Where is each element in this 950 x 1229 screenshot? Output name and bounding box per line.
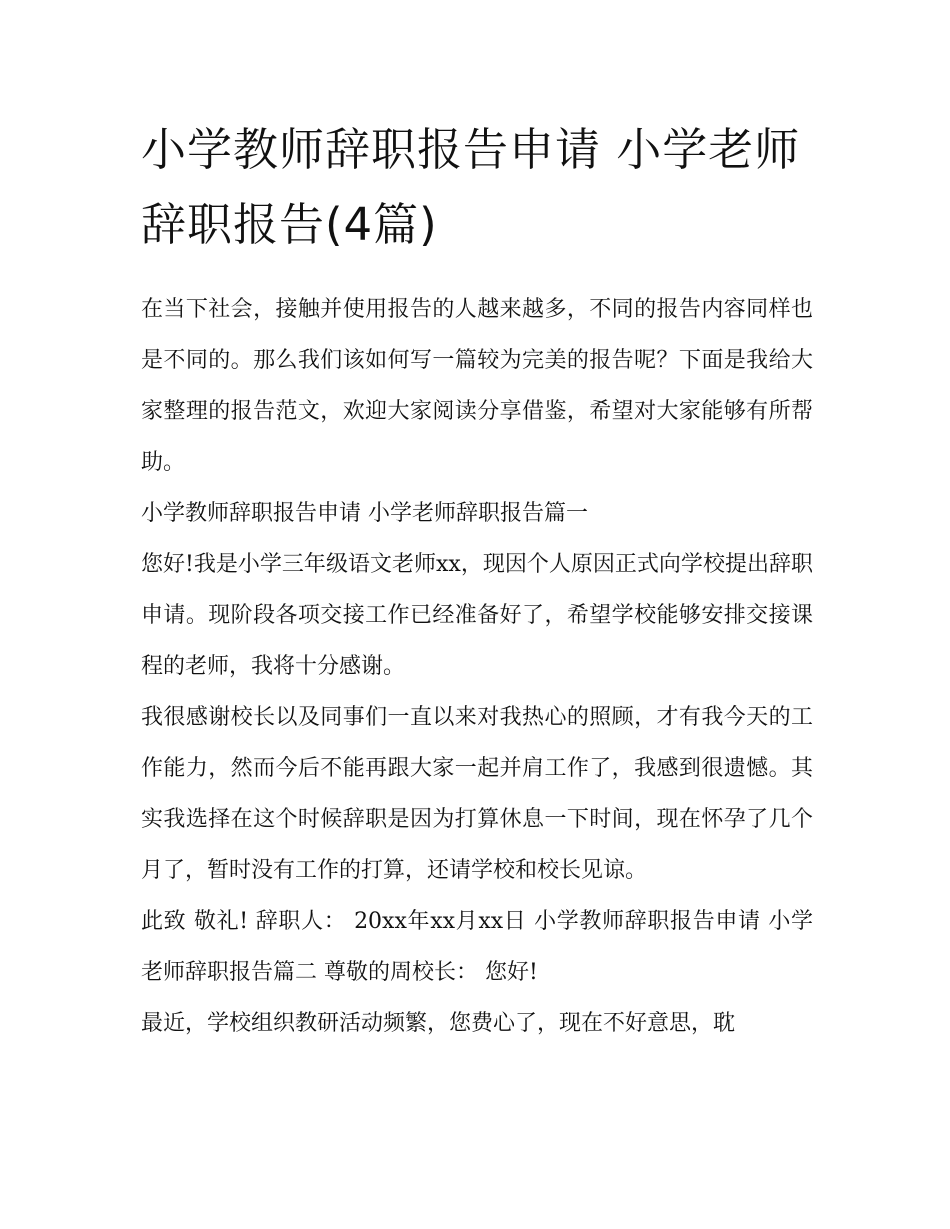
closing-paragraph: 此致 敬礼! 辞职人： 20xx年xx月xx日 小学教师辞职报告申请 小学老师辞职报告篇二 尊敬的周校长： 您好!	[141, 909, 813, 985]
intro-paragraph: 在当下社会，接触并使用报告的人越来越多，不同的报告内容同样也是不同的。那么我们该如何写一篇较为完美的报告呢？下面是我给大家整理的报告范文，欢迎大家阅读分享借鉴，希望对大家能够有所帮助。	[141, 297, 813, 475]
letter-paragraph-3: 最近，学校组织教研活动频繁，您费心了，现在不好意思，耽	[141, 1011, 736, 1036]
section-heading-1: 小学教师辞职报告申请 小学老师辞职报告篇一	[141, 501, 588, 526]
letter-paragraph-1: 您好!我是小学三年级语文老师xx，现因个人原因正式向学校提出辞职申请。现阶段各项交接工作已经准备好了，希望学校能够安排交接课程的老师，我将十分感谢。	[141, 552, 813, 679]
letter-paragraph-2: 我很感谢校长以及同事们一直以来对我热心的照顾，才有我今天的工作能力，然而今后不能再跟大家一起并肩工作了，我感到很遗憾。其实我选择在这个时候辞职是因为打算休息一下时间，现在怀孕了几个月了，暂时没有工作的打算，还请学校和校长见谅。	[141, 705, 813, 883]
document-body	[141, 112, 813, 1049]
document-title: 小学教师辞职报告申请 小学老师辞职报告(4篇)	[141, 123, 801, 251]
